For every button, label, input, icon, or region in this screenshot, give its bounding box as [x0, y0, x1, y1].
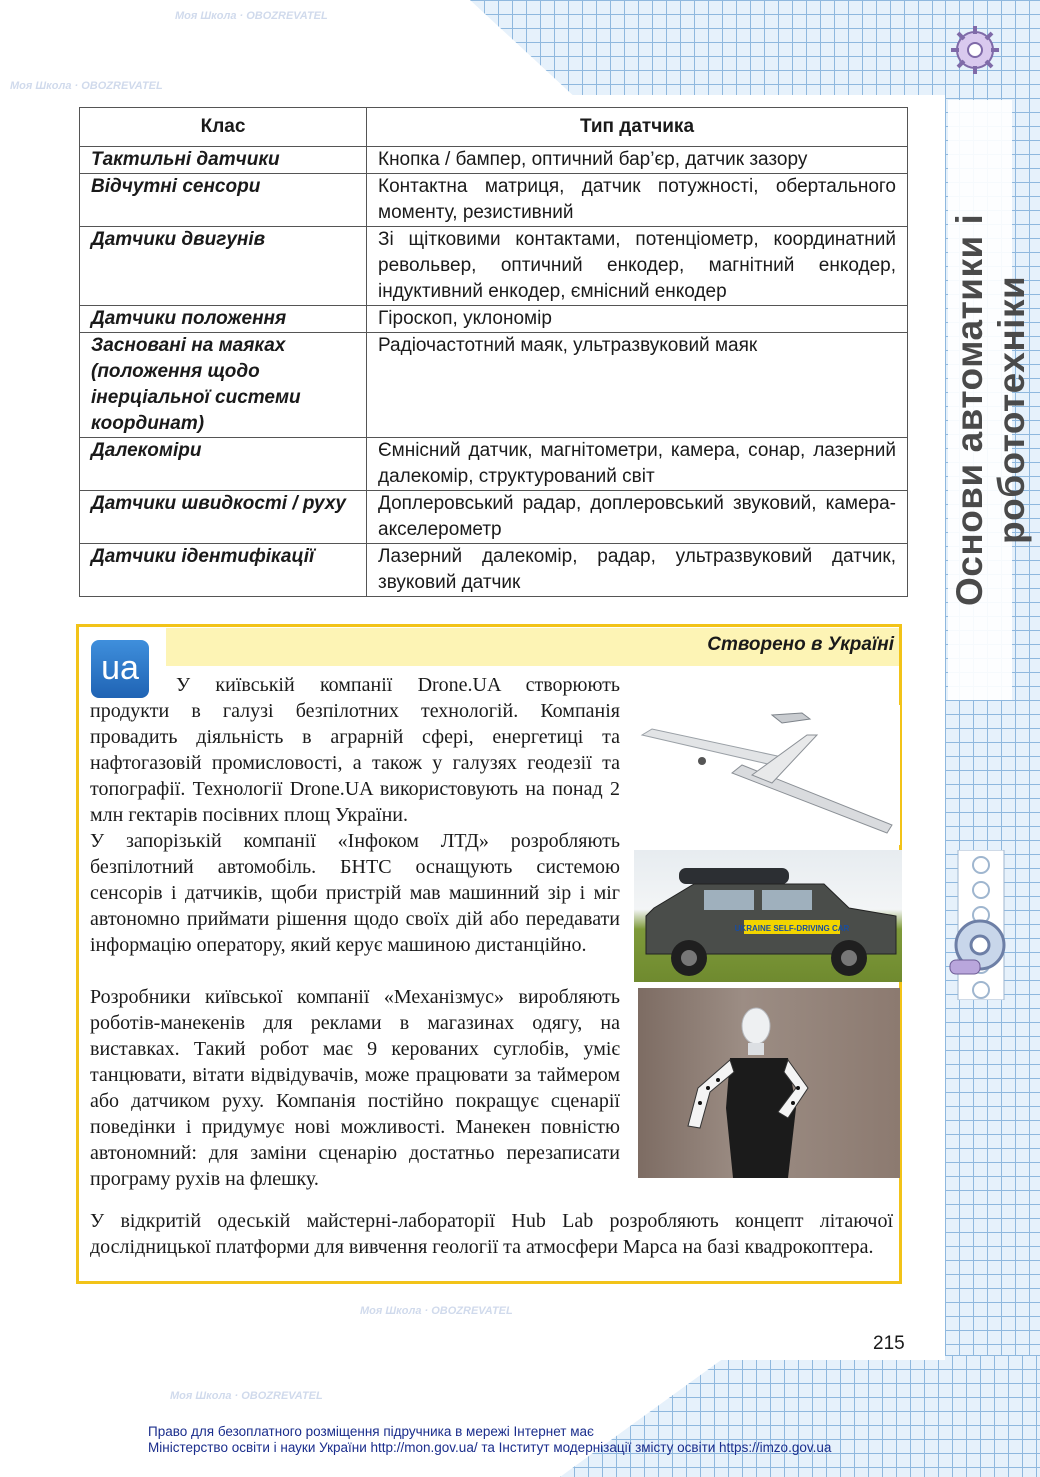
car-sign-text: UKRAINE SELF-DRIVING CAR: [734, 924, 850, 933]
rights-line-1: Право для безоплатного розміщення підручника в мережі Інтернет має: [148, 1424, 594, 1439]
watermark: Моя Школа · OBOZREVATEL: [170, 1390, 323, 1402]
cell-sensor-type: Гіроскоп, уклономір: [367, 306, 908, 333]
copyright-notice: [148, 1424, 831, 1456]
rights-line-2: Міністерство освіти і науки України http://mon.gov.ua/ та Інститут модернізації змісту освіти https://imzo.gov.ua: [148, 1440, 832, 1455]
table-header-row: [80, 108, 908, 147]
table-row: [80, 544, 908, 597]
cell-sensor-type: Радіочастотний маяк, ультразвуковий маяк: [367, 333, 908, 438]
paragraph-hub-lab: У відкритій одеській майстерні-лабораторії Hub Lab розробляють концепт літаючої дослідницької платформи для вивчення геології та атмосфери Марса на базі квадрокоптера.: [90, 1210, 893, 1258]
table-row: [80, 438, 908, 491]
robot-mannequin-photo: [638, 988, 900, 1178]
cell-sensor-type: Зі щітковими контактами, потенціометр, координатний револьвер, оптичний енкодер, магнітний енкодер, індуктивний енкодер, ємнісний енкодер: [367, 227, 908, 306]
cell-class: Датчики положення: [80, 306, 367, 333]
cell-class: Датчики швидкості / руху: [80, 491, 367, 544]
cell-class: Далекоміри: [80, 438, 367, 491]
cell-class: Відчутні сенсори: [80, 174, 367, 227]
mechanism-illustration-icon: [945, 900, 1015, 990]
cell-sensor-type: Лазерний далекомір, радар, ультразвуковий датчик, звуковий датчик: [367, 544, 908, 597]
graph-paper-bottom: [560, 1355, 1040, 1477]
table-row: [80, 491, 908, 544]
table-row: [80, 174, 908, 227]
header-class: Клас: [80, 108, 367, 147]
chapter-side-title: Основи автоматики і робототехніки: [949, 213, 1032, 607]
cell-class: Тактильні датчики: [80, 147, 367, 174]
paragraph-mechanizmus: Розробники київської компанії «Механізмус» виробляють роботів-манекенів для реклами в магазинах одягу, на виставках. Такий робот має 9 керованих суглобів, уміє танцювати, вітати відвідувачів, може працювати за таймером або датчиком руху. Компанія постійно покращує сценарії поведінки і придумує нові можливості. Манекен повністю автономний: для заміни сценарію достатньо перезаписати програму рухів на флешку.: [90, 986, 620, 1190]
self-driving-car-photo: [634, 850, 902, 982]
sensor-class-table: [79, 107, 908, 597]
table-row: [80, 147, 908, 174]
drone-photo: [632, 705, 900, 845]
ua-logo-icon: ua: [91, 640, 149, 698]
paragraph-infocom: У запорізькій компанії «Інфоком ЛТД» розробляють безпілотний автомобіль. БНТС оснащують системою сенсорів і датчиків, щоби пристрій мав машинний зір і міг автономно приймати рішення щодо своїх дій або передавати інформацію оператору, який керує машиною дистанційно.: [90, 830, 620, 956]
box-header-title: Створено в Україні: [707, 634, 894, 655]
paragraph-drone-ua: У київській компанії Drone.UA створюють продукти в галузі безпілотних технологій. Компанія провадить діяльність в аграрній сфері, енергетиці та нафтогазовій промисловості, а також у галузях геодезії та топографії. Технології Drone.UA використовують на понад 2 млн гектарів посівних площ України.: [90, 674, 620, 826]
cell-sensor-type: Ємнісний датчик, магнітометри, камера, сонар, лазерний далекомір, структурований світ: [367, 438, 908, 491]
cell-sensor-type: Кнопка / бампер, оптичний бар’єр, датчик зазору: [367, 147, 908, 174]
cell-class: Датчики двигунів: [80, 227, 367, 306]
watermark: Моя Школа · OBOZREVATEL: [10, 80, 163, 92]
page-number: 215: [873, 1333, 905, 1354]
cell-sensor-type: Контактна матриця, датчик потужності, обертального моменту, резистивний: [367, 174, 908, 227]
cell-class: Датчики ідентифікації: [80, 544, 367, 597]
header-sensor-type: Тип датчика: [367, 108, 908, 147]
table-row: [80, 333, 908, 438]
table-row: [80, 306, 908, 333]
gear-illustration-icon: [945, 20, 1005, 80]
watermark: Моя Школа · OBOZREVATEL: [175, 10, 328, 22]
table-row: [80, 227, 908, 306]
watermark: Моя Школа · OBOZREVATEL: [360, 1305, 513, 1317]
cell-sensor-type: Доплеровський радар, доплеровський звуковий, камера-акселерометр: [367, 491, 908, 544]
cell-class: Засновані на маяках (положення щодо інерціальної системи координат): [80, 333, 367, 438]
